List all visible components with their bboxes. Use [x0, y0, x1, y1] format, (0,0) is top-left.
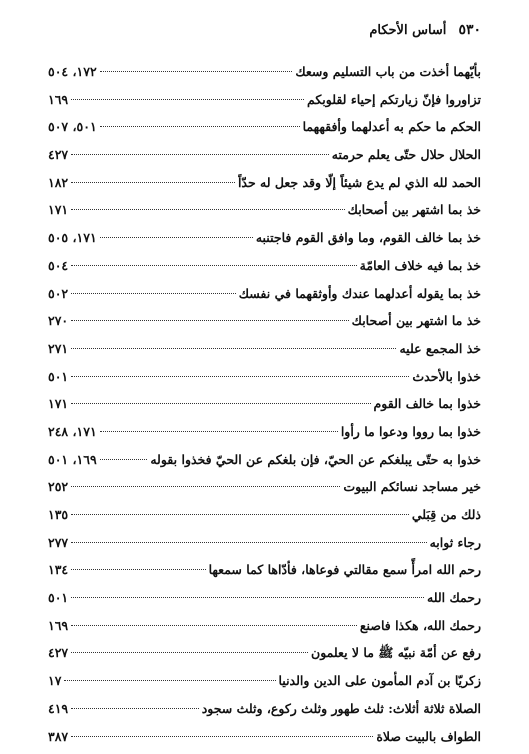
dot-leader	[71, 736, 373, 737]
index-entry	[48, 169, 481, 197]
entry-text: خذ بما يقوله أعدلهما عندك وأوثقهما في نفسك	[238, 285, 481, 301]
entry-page-numbers: ١٨٢	[48, 174, 69, 190]
dot-leader	[64, 680, 275, 681]
entry-page-numbers: ١٦٩	[48, 91, 69, 107]
index-entry	[48, 584, 481, 612]
dot-leader	[100, 126, 300, 127]
index-entry	[48, 390, 481, 418]
dot-leader	[71, 209, 345, 210]
dot-leader	[71, 569, 205, 570]
index-entry	[48, 723, 481, 751]
entry-text: الحمد لله الذي لم يدع شيئاً إلّا وقد جعل له حدّاً	[237, 174, 481, 190]
dot-leader	[100, 459, 148, 460]
running-title: أساس الأحكام	[369, 23, 447, 38]
dot-leader	[71, 625, 357, 626]
entry-page-numbers: ٥٠٤	[48, 257, 69, 273]
index-entry	[48, 473, 481, 501]
entry-page-numbers: ١٣٥	[48, 507, 69, 522]
entry-text: بأيّهما أخذت من باب التسليم وسعك	[295, 64, 481, 79]
entry-text: تزاوروا فإنّ زيارتكم إحياء لقلوبكم	[307, 91, 481, 107]
index-entry	[48, 335, 481, 363]
entry-page-numbers: ٥٠١، ٥٠٧	[48, 119, 97, 135]
entry-text: ذلك من قِبَلي	[411, 507, 481, 522]
entry-text: خذوا به حتّى يبلغكم عن الحيّ، فإن بلغكم عن الحيّ فخذوا بقوله	[150, 451, 481, 467]
entry-text: الحلال حلال حتّى يعلم حرمته	[331, 147, 481, 163]
index-entry	[48, 418, 481, 446]
entry-page-numbers: ١٦٩، ٥٠١	[48, 451, 97, 467]
page-header	[369, 22, 481, 38]
entry-page-numbers: ٥٠١	[48, 590, 69, 606]
entry-text: خذوا بما رووا ودعوا ما رأوا	[340, 423, 481, 439]
index-entry	[48, 501, 481, 529]
entry-page-numbers: ٤١٩	[48, 700, 69, 716]
dot-leader	[71, 293, 236, 294]
dot-leader	[71, 320, 349, 321]
entry-page-numbers: ١٧٢، ٥٠٤	[48, 64, 97, 79]
entry-text: رجاء ثوابه	[429, 534, 481, 550]
entry-text: خير مساجد نسائكم البيوت	[343, 479, 481, 495]
entry-text: الحكم ما حكم به أعدلهما وأفقههما	[302, 119, 481, 135]
dot-leader	[71, 182, 235, 183]
entry-page-numbers: ١٧١	[48, 202, 69, 218]
entry-page-numbers: ١٧١	[48, 396, 69, 412]
index-entry	[48, 556, 481, 584]
entry-text: الطواف بالبيت صلاة	[376, 728, 481, 744]
index-entry	[48, 196, 481, 224]
index-entry	[48, 224, 481, 252]
dot-leader	[71, 542, 426, 543]
entry-page-numbers: ٥٠٢	[48, 285, 69, 301]
entry-text: خذ بما خالف القوم، وما وافق القوم فاجتنبه	[255, 230, 481, 246]
dot-leader	[71, 376, 409, 377]
entry-text: رحمك الله، هكذا فاصنع	[359, 617, 481, 633]
index-entry	[48, 612, 481, 640]
entry-text: الصلاة ثلاثة أثلاث: ثلث طهور وثلث ركوع، وثلث سجود	[201, 700, 481, 716]
entry-page-numbers: ١٣٤	[48, 562, 69, 578]
dot-leader	[71, 99, 304, 100]
entry-text: رحمك الله	[427, 590, 481, 606]
dot-leader	[71, 652, 308, 653]
index-entry	[48, 529, 481, 557]
index-entry	[48, 86, 481, 114]
entry-page-numbers: ٢٥٢	[48, 479, 69, 495]
dot-leader	[71, 403, 370, 404]
entry-text: خذ المجمع عليه	[399, 340, 481, 356]
entry-text: خذ بما فيه خلاف العامّة	[359, 257, 481, 273]
dot-leader	[100, 237, 253, 238]
dot-leader	[100, 71, 293, 72]
dot-leader	[71, 514, 409, 515]
entry-page-numbers: ١٦٩	[48, 617, 69, 633]
entry-text: خذ بما اشتهر بين أصحابك	[347, 202, 481, 218]
entry-page-numbers: ٢٧٧	[48, 534, 69, 550]
entry-text: خذوا بما خالف القوم	[373, 396, 481, 412]
index-entry	[48, 58, 481, 86]
hadith-index-list	[48, 58, 481, 750]
index-entry	[48, 141, 481, 169]
entry-page-numbers: ٢٧١	[48, 340, 69, 356]
dot-leader	[71, 348, 396, 349]
index-entry	[48, 307, 481, 335]
dot-leader	[71, 265, 357, 266]
entry-text: رفع عن أمّة نبيّه ﷺ ما لا يعلمون	[311, 645, 481, 661]
index-entry	[48, 363, 481, 391]
dot-leader	[71, 486, 340, 487]
entry-page-numbers: ٤٢٧	[48, 147, 69, 163]
dot-leader	[71, 154, 329, 155]
entry-page-numbers: ٤٢٧	[48, 645, 69, 661]
entry-page-numbers: ١٧١، ٥٠٥	[48, 230, 97, 246]
index-entry	[48, 252, 481, 280]
dot-leader	[71, 708, 199, 709]
entry-text: خذ ما اشتهر بين أصحابك	[351, 313, 481, 329]
index-entry	[48, 667, 481, 695]
entry-page-numbers: ١٧	[48, 673, 62, 689]
index-entry	[48, 280, 481, 308]
page-number: ٥٣٠	[458, 22, 481, 38]
entry-page-numbers: ٥٠١	[48, 368, 69, 384]
entry-page-numbers: ٢٧٠	[48, 313, 69, 329]
index-entry	[48, 446, 481, 474]
index-entry	[48, 639, 481, 667]
entry-page-numbers: ٣٨٧	[48, 728, 69, 744]
dot-leader	[71, 597, 424, 598]
dot-leader	[100, 431, 338, 432]
entry-text: زكريّا بن آدم المأمون على الدين والدنيا	[278, 673, 481, 689]
entry-text: رحم الله امرأً سمع مقالتي فوعاها، فأدّاها كما سمعها	[208, 562, 481, 578]
entry-page-numbers: ١٧١، ٢٤٨	[48, 423, 97, 439]
entry-text: خذوا بالأحدث	[412, 368, 481, 384]
index-entry	[48, 113, 481, 141]
index-entry	[48, 695, 481, 723]
